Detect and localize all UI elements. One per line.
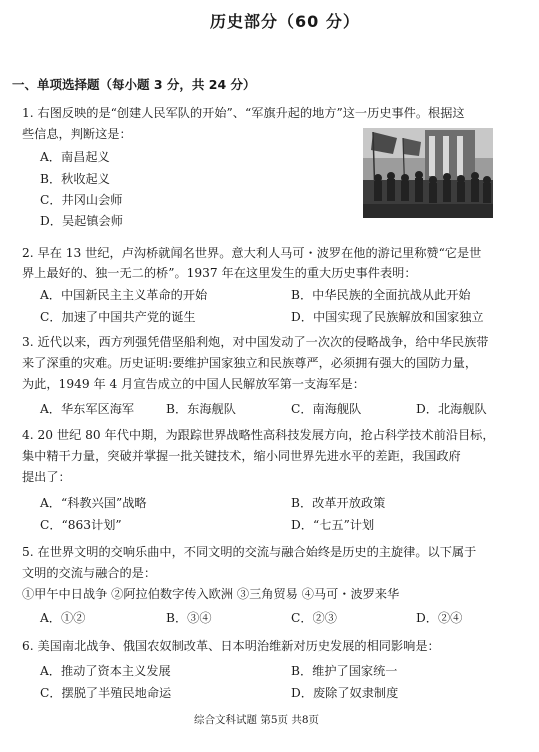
question-5-line-2: 文明的交流与融合的是： [22, 566, 157, 580]
section-heading: 一、单项选择题（每小题 3 分，共 24 分） [12, 77, 256, 92]
question-4-option-c: C．“863计划” [40, 518, 122, 532]
question-6-option-a: A．推动了资本主义发展 [40, 664, 171, 678]
question-2-option-b: B．中华民族的全面抗战从此开始 [291, 288, 471, 302]
question-4-option-d: D．“七五”计划 [291, 518, 375, 532]
question-2-option-c: C．加速了中国共产党的诞生 [40, 310, 196, 324]
question-6-option-c: C．摆脱了半殖民地命运 [40, 686, 172, 700]
question-1-option-a: A．南昌起义 [40, 150, 110, 164]
question-1-line-1: 1. 右图反映的是“创建人民军队的开始”、“军旗升起的地方”这一历史事件。根据这 [22, 106, 465, 120]
page-title: 历史部分（60 分） [210, 12, 360, 31]
page-footer: 综合文科试题 第5页 共8页 [194, 714, 320, 726]
question-3-option-c: C．南海舰队 [291, 402, 362, 416]
question-2-line-2: 界上最好的、独一无二的桥”。1937 年在这里发生的重大历史事件表明： [22, 266, 417, 280]
question-4-option-a: A．“科教兴国”战略 [40, 496, 147, 510]
question-5-option-b: B．③④ [166, 611, 212, 625]
question-3-option-a: A．华东军区海军 [40, 402, 135, 416]
question-5-line-1: 5. 在世界文明的交响乐曲中，不同文明的交流与融合始终是历史的主旋律。以下属于 [22, 545, 477, 559]
question-1-option-b: B．秋收起义 [40, 172, 110, 186]
question-4-line-2: 集中精干力量，突破并掌握一批关键技术，缩小同世界先进水平的差距，我国政府 [22, 449, 461, 463]
question-5-line-3: ①甲午中日战争 ②阿拉伯数字传入欧洲 ③三角贸易 ④马可・波罗来华 [22, 587, 400, 601]
question-5-option-a: A．①② [40, 611, 86, 625]
question-6-option-d: D．废除了奴隶制度 [291, 686, 399, 700]
question-1-option-c: C．井冈山会师 [40, 193, 123, 207]
question-6-option-b: B．维护了国家统一 [291, 664, 398, 678]
question-2-option-a: A．中国新民主主义革命的开始 [40, 288, 208, 302]
question-4-line-3: 提出了： [22, 470, 71, 484]
question-5-option-d: D．②④ [416, 611, 463, 625]
question-3-line-2: 来了深重的灾难。历史证明:要维护国家独立和民族尊严，必须拥有强大的国防力量， [22, 356, 478, 370]
question-3-line-3: 为此，1949 年 4 月宣告成立的中国人民解放军第一支海军是： [22, 377, 365, 391]
question-4-line-1: 4. 20 世纪 80 年代中期，为跟踪世界战略性高科技发展方向，抢占科学技术前沿目标， [22, 428, 495, 442]
question-1-option-d: D．吴起镇会师 [40, 214, 123, 228]
question-2-line-1: 2. 早在 13 世纪，卢沟桥就闻名世界。意大利人马可・波罗在他的游记里称赞“它是世 [22, 246, 482, 260]
question-3-option-d: D．北海舰队 [416, 402, 487, 416]
question-3-option-b: B．东海舰队 [166, 402, 236, 416]
question-4-option-b: B．改革开放政策 [291, 496, 386, 510]
question-2-option-d: D．中国实现了民族解放和国家独立 [291, 310, 484, 324]
question-5-option-c: C．②③ [291, 611, 337, 625]
question-3-line-1: 3. 近代以来，西方列强凭借坚船利炮，对中国发动了一次次的侵略战争，给中华民族带 [22, 335, 489, 349]
question-6-line-1: 6. 美国南北战争、俄国农奴制改革、日本明治维新对历史发展的相同影响是： [22, 639, 440, 653]
question-1-line-2: 些信息，判断这是： [22, 127, 132, 141]
historical-photo [363, 128, 493, 218]
